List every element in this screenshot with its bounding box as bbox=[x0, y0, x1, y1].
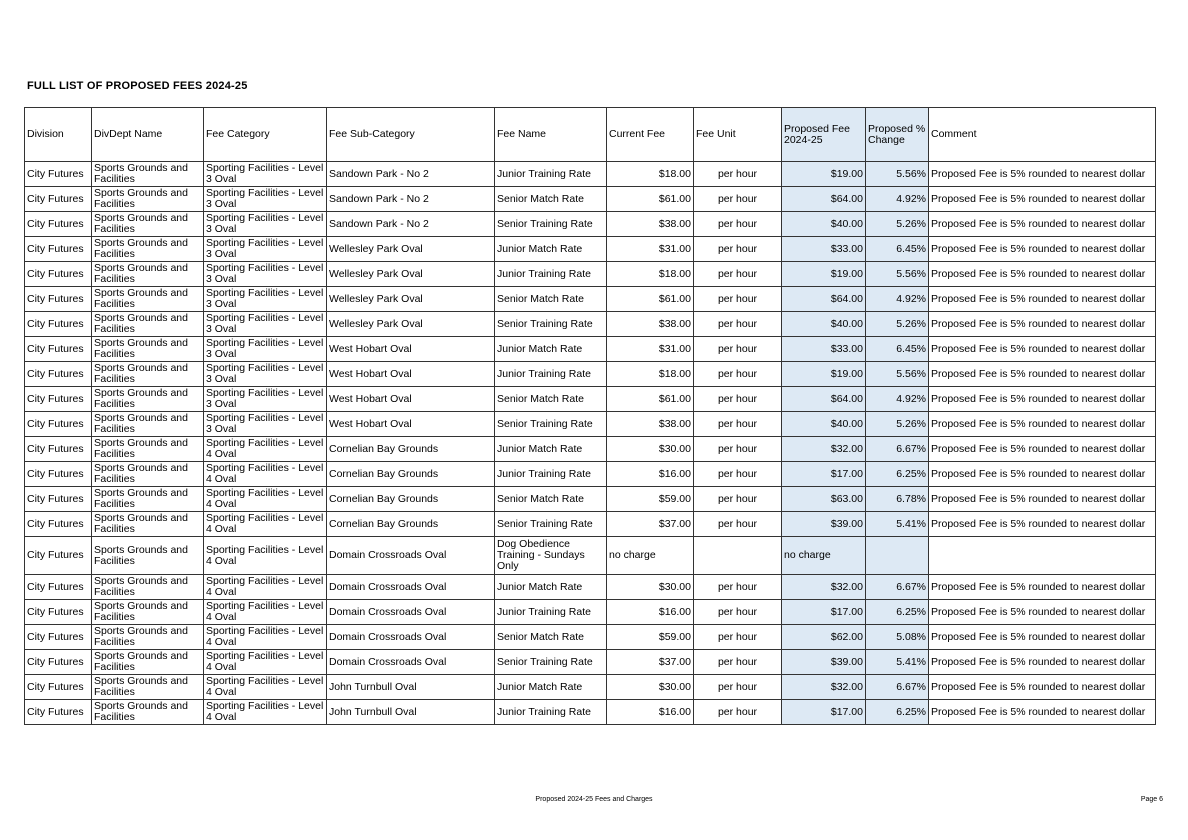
dept-cell: Sports Grounds and Facilities bbox=[92, 487, 204, 512]
subcategory-cell: Sandown Park - No 2 bbox=[327, 187, 495, 212]
fee-name-cell: Senior Match Rate bbox=[495, 287, 607, 312]
percent-change-cell: 5.26% bbox=[866, 412, 929, 437]
table-row bbox=[25, 362, 1156, 387]
proposed-fee-cell: $19.00 bbox=[782, 362, 866, 387]
table-row bbox=[25, 487, 1156, 512]
table-row bbox=[25, 462, 1156, 487]
subcategory-cell: Domain Crossroads Oval bbox=[327, 625, 495, 650]
division-cell: City Futures bbox=[25, 262, 92, 287]
comment-cell: Proposed Fee is 5% rounded to nearest dollar bbox=[929, 487, 1156, 512]
dept-cell: Sports Grounds and Facilities bbox=[92, 287, 204, 312]
division-cell: City Futures bbox=[25, 212, 92, 237]
comment-cell: Proposed Fee is 5% rounded to nearest dollar bbox=[929, 462, 1156, 487]
header-fee-unit: Fee Unit bbox=[694, 108, 782, 162]
subcategory-cell: West Hobart Oval bbox=[327, 337, 495, 362]
proposed-fee-cell: $64.00 bbox=[782, 187, 866, 212]
table-body bbox=[25, 162, 1156, 725]
proposed-fee-cell: $19.00 bbox=[782, 162, 866, 187]
comment-cell: Proposed Fee is 5% rounded to nearest dollar bbox=[929, 237, 1156, 262]
header-division: Division bbox=[25, 108, 92, 162]
current-fee-cell: $37.00 bbox=[607, 650, 694, 675]
fee-name-cell: Junior Match Rate bbox=[495, 675, 607, 700]
proposed-fee-cell: $40.00 bbox=[782, 212, 866, 237]
fee-unit-cell: per hour bbox=[694, 362, 782, 387]
proposed-fee-cell: $63.00 bbox=[782, 487, 866, 512]
table-row bbox=[25, 262, 1156, 287]
table-header-row bbox=[25, 108, 1156, 162]
comment-cell: Proposed Fee is 5% rounded to nearest dollar bbox=[929, 162, 1156, 187]
category-cell: Sporting Facilities - Level 3 Oval bbox=[204, 262, 327, 287]
proposed-fee-cell: $64.00 bbox=[782, 287, 866, 312]
fee-name-cell: Junior Training Rate bbox=[495, 362, 607, 387]
percent-change-cell: 6.25% bbox=[866, 700, 929, 725]
table-row bbox=[25, 287, 1156, 312]
percent-change-cell: 5.56% bbox=[866, 262, 929, 287]
proposed-fee-cell: $32.00 bbox=[782, 675, 866, 700]
fee-name-cell: Senior Match Rate bbox=[495, 387, 607, 412]
division-cell: City Futures bbox=[25, 462, 92, 487]
category-cell: Sporting Facilities - Level 3 Oval bbox=[204, 237, 327, 262]
fee-unit-cell: per hour bbox=[694, 412, 782, 437]
proposed-fee-cell: no charge bbox=[782, 537, 866, 575]
current-fee-cell: $18.00 bbox=[607, 262, 694, 287]
subcategory-cell: Sandown Park - No 2 bbox=[327, 162, 495, 187]
fee-unit-cell: per hour bbox=[694, 287, 782, 312]
fee-unit-cell: per hour bbox=[694, 625, 782, 650]
fee-name-cell: Junior Match Rate bbox=[495, 237, 607, 262]
subcategory-cell: West Hobart Oval bbox=[327, 412, 495, 437]
division-cell: City Futures bbox=[25, 700, 92, 725]
subcategory-cell: Domain Crossroads Oval bbox=[327, 537, 495, 575]
category-cell: Sporting Facilities - Level 4 Oval bbox=[204, 700, 327, 725]
dept-cell: Sports Grounds and Facilities bbox=[92, 675, 204, 700]
percent-change-cell: 4.92% bbox=[866, 287, 929, 312]
category-cell: Sporting Facilities - Level 3 Oval bbox=[204, 412, 327, 437]
proposed-fee-cell: $19.00 bbox=[782, 262, 866, 287]
fee-unit-cell: per hour bbox=[694, 262, 782, 287]
current-fee-cell: $30.00 bbox=[607, 675, 694, 700]
category-cell: Sporting Facilities - Level 3 Oval bbox=[204, 162, 327, 187]
page-title: FULL LIST OF PROPOSED FEES 2024-25 bbox=[27, 80, 248, 92]
table-row bbox=[25, 675, 1156, 700]
current-fee-cell: $30.00 bbox=[607, 575, 694, 600]
percent-change-cell: 5.41% bbox=[866, 512, 929, 537]
comment-cell: Proposed Fee is 5% rounded to nearest dollar bbox=[929, 625, 1156, 650]
table-row bbox=[25, 575, 1156, 600]
division-cell: City Futures bbox=[25, 487, 92, 512]
category-cell: Sporting Facilities - Level 4 Oval bbox=[204, 437, 327, 462]
current-fee-cell: $37.00 bbox=[607, 512, 694, 537]
table-row bbox=[25, 625, 1156, 650]
dept-cell: Sports Grounds and Facilities bbox=[92, 212, 204, 237]
comment-cell: Proposed Fee is 5% rounded to nearest dollar bbox=[929, 362, 1156, 387]
subcategory-cell: John Turnbull Oval bbox=[327, 675, 495, 700]
comment-cell: Proposed Fee is 5% rounded to nearest dollar bbox=[929, 575, 1156, 600]
percent-change-cell: 4.92% bbox=[866, 387, 929, 412]
category-cell: Sporting Facilities - Level 4 Oval bbox=[204, 462, 327, 487]
category-cell: Sporting Facilities - Level 4 Oval bbox=[204, 650, 327, 675]
dept-cell: Sports Grounds and Facilities bbox=[92, 162, 204, 187]
proposed-fee-cell: $32.00 bbox=[782, 575, 866, 600]
fee-unit-cell: per hour bbox=[694, 700, 782, 725]
fee-name-cell: Senior Training Rate bbox=[495, 412, 607, 437]
header-subcategory: Fee Sub-Category bbox=[327, 108, 495, 162]
header-current-fee: Current Fee bbox=[607, 108, 694, 162]
category-cell: Sporting Facilities - Level 3 Oval bbox=[204, 312, 327, 337]
fee-name-cell: Senior Match Rate bbox=[495, 625, 607, 650]
proposed-fee-cell: $40.00 bbox=[782, 412, 866, 437]
comment-cell: Proposed Fee is 5% rounded to nearest dollar bbox=[929, 700, 1156, 725]
category-cell: Sporting Facilities - Level 4 Oval bbox=[204, 625, 327, 650]
current-fee-cell: $61.00 bbox=[607, 187, 694, 212]
percent-change-cell: 6.78% bbox=[866, 487, 929, 512]
percent-change-cell: 6.45% bbox=[866, 237, 929, 262]
category-cell: Sporting Facilities - Level 4 Oval bbox=[204, 487, 327, 512]
subcategory-cell: Wellesley Park Oval bbox=[327, 237, 495, 262]
percent-change-cell: 5.41% bbox=[866, 650, 929, 675]
current-fee-cell: $31.00 bbox=[607, 237, 694, 262]
category-cell: Sporting Facilities - Level 3 Oval bbox=[204, 387, 327, 412]
division-cell: City Futures bbox=[25, 312, 92, 337]
category-cell: Sporting Facilities - Level 4 Oval bbox=[204, 537, 327, 575]
proposed-fee-cell: $39.00 bbox=[782, 650, 866, 675]
subcategory-cell: Wellesley Park Oval bbox=[327, 312, 495, 337]
subcategory-cell: West Hobart Oval bbox=[327, 387, 495, 412]
fee-unit-cell: per hour bbox=[694, 437, 782, 462]
subcategory-cell: Sandown Park - No 2 bbox=[327, 212, 495, 237]
dept-cell: Sports Grounds and Facilities bbox=[92, 312, 204, 337]
dept-cell: Sports Grounds and Facilities bbox=[92, 337, 204, 362]
fee-name-cell: Dog Obedience Training - Sundays Only bbox=[495, 537, 607, 575]
fee-unit-cell: per hour bbox=[694, 187, 782, 212]
dept-cell: Sports Grounds and Facilities bbox=[92, 412, 204, 437]
dept-cell: Sports Grounds and Facilities bbox=[92, 362, 204, 387]
fee-name-cell: Junior Training Rate bbox=[495, 462, 607, 487]
fee-name-cell: Senior Training Rate bbox=[495, 312, 607, 337]
division-cell: City Futures bbox=[25, 162, 92, 187]
subcategory-cell: West Hobart Oval bbox=[327, 362, 495, 387]
dept-cell: Sports Grounds and Facilities bbox=[92, 650, 204, 675]
percent-change-cell: 6.25% bbox=[866, 462, 929, 487]
dept-cell: Sports Grounds and Facilities bbox=[92, 700, 204, 725]
current-fee-cell: $30.00 bbox=[607, 437, 694, 462]
category-cell: Sporting Facilities - Level 3 Oval bbox=[204, 287, 327, 312]
percent-change-cell: 5.56% bbox=[866, 362, 929, 387]
current-fee-cell: $59.00 bbox=[607, 625, 694, 650]
comment-cell: Proposed Fee is 5% rounded to nearest dollar bbox=[929, 287, 1156, 312]
current-fee-cell: $18.00 bbox=[607, 162, 694, 187]
current-fee-cell: $16.00 bbox=[607, 700, 694, 725]
division-cell: City Futures bbox=[25, 512, 92, 537]
fee-name-cell: Junior Training Rate bbox=[495, 600, 607, 625]
division-cell: City Futures bbox=[25, 287, 92, 312]
table-row bbox=[25, 187, 1156, 212]
subcategory-cell: Cornelian Bay Grounds bbox=[327, 487, 495, 512]
comment-cell: Proposed Fee is 5% rounded to nearest dollar bbox=[929, 387, 1156, 412]
division-cell: City Futures bbox=[25, 437, 92, 462]
table-row bbox=[25, 512, 1156, 537]
header-dept: DivDept Name bbox=[92, 108, 204, 162]
dept-cell: Sports Grounds and Facilities bbox=[92, 262, 204, 287]
current-fee-cell: $61.00 bbox=[607, 387, 694, 412]
division-cell: City Futures bbox=[25, 650, 92, 675]
percent-change-cell: 6.45% bbox=[866, 337, 929, 362]
fee-unit-cell: per hour bbox=[694, 650, 782, 675]
proposed-fee-cell: $17.00 bbox=[782, 462, 866, 487]
fee-unit-cell bbox=[694, 537, 782, 575]
proposed-fee-cell: $17.00 bbox=[782, 600, 866, 625]
dept-cell: Sports Grounds and Facilities bbox=[92, 387, 204, 412]
fee-unit-cell: per hour bbox=[694, 600, 782, 625]
current-fee-cell: $31.00 bbox=[607, 337, 694, 362]
fee-unit-cell: per hour bbox=[694, 162, 782, 187]
subcategory-cell: Wellesley Park Oval bbox=[327, 287, 495, 312]
subcategory-cell: Cornelian Bay Grounds bbox=[327, 512, 495, 537]
footer-text: Proposed 2024-25 Fees and Charges bbox=[535, 796, 653, 803]
percent-change-cell: 6.25% bbox=[866, 600, 929, 625]
comment-cell: Proposed Fee is 5% rounded to nearest dollar bbox=[929, 600, 1156, 625]
proposed-fee-cell: $39.00 bbox=[782, 512, 866, 537]
comment-cell: Proposed Fee is 5% rounded to nearest dollar bbox=[929, 262, 1156, 287]
fee-name-cell: Junior Training Rate bbox=[495, 262, 607, 287]
comment-cell: Proposed Fee is 5% rounded to nearest dollar bbox=[929, 650, 1156, 675]
fee-name-cell: Senior Training Rate bbox=[495, 512, 607, 537]
fee-unit-cell: per hour bbox=[694, 237, 782, 262]
fees-table bbox=[24, 107, 1156, 725]
current-fee-cell: $38.00 bbox=[607, 412, 694, 437]
division-cell: City Futures bbox=[25, 187, 92, 212]
fee-name-cell: Junior Match Rate bbox=[495, 437, 607, 462]
header-percent-change: Proposed % Change bbox=[866, 108, 929, 162]
comment-cell bbox=[929, 537, 1156, 575]
dept-cell: Sports Grounds and Facilities bbox=[92, 187, 204, 212]
proposed-fee-cell: $33.00 bbox=[782, 337, 866, 362]
proposed-fee-cell: $64.00 bbox=[782, 387, 866, 412]
table-row bbox=[25, 600, 1156, 625]
comment-cell: Proposed Fee is 5% rounded to nearest dollar bbox=[929, 212, 1156, 237]
fee-name-cell: Junior Training Rate bbox=[495, 700, 607, 725]
division-cell: City Futures bbox=[25, 675, 92, 700]
comment-cell: Proposed Fee is 5% rounded to nearest dollar bbox=[929, 337, 1156, 362]
category-cell: Sporting Facilities - Level 4 Oval bbox=[204, 575, 327, 600]
table-row bbox=[25, 412, 1156, 437]
page-number: Page 6 bbox=[1140, 796, 1163, 803]
percent-change-cell: 6.67% bbox=[866, 675, 929, 700]
header-comment: Comment bbox=[929, 108, 1156, 162]
category-cell: Sporting Facilities - Level 3 Oval bbox=[204, 337, 327, 362]
table-row bbox=[25, 312, 1156, 337]
fee-unit-cell: per hour bbox=[694, 387, 782, 412]
current-fee-cell: $18.00 bbox=[607, 362, 694, 387]
division-cell: City Futures bbox=[25, 537, 92, 575]
current-fee-cell: $61.00 bbox=[607, 287, 694, 312]
dept-cell: Sports Grounds and Facilities bbox=[92, 437, 204, 462]
dept-cell: Sports Grounds and Facilities bbox=[92, 600, 204, 625]
category-cell: Sporting Facilities - Level 4 Oval bbox=[204, 600, 327, 625]
current-fee-cell: $16.00 bbox=[607, 462, 694, 487]
category-cell: Sporting Facilities - Level 3 Oval bbox=[204, 212, 327, 237]
header-fee-name: Fee Name bbox=[495, 108, 607, 162]
category-cell: Sporting Facilities - Level 4 Oval bbox=[204, 512, 327, 537]
division-cell: City Futures bbox=[25, 575, 92, 600]
subcategory-cell: Cornelian Bay Grounds bbox=[327, 437, 495, 462]
percent-change-cell: 4.92% bbox=[866, 187, 929, 212]
fee-unit-cell: per hour bbox=[694, 212, 782, 237]
category-cell: Sporting Facilities - Level 3 Oval bbox=[204, 187, 327, 212]
fee-unit-cell: per hour bbox=[694, 675, 782, 700]
proposed-fee-cell: $40.00 bbox=[782, 312, 866, 337]
table-row bbox=[25, 537, 1156, 575]
category-cell: Sporting Facilities - Level 3 Oval bbox=[204, 362, 327, 387]
fee-unit-cell: per hour bbox=[694, 487, 782, 512]
fee-unit-cell: per hour bbox=[694, 312, 782, 337]
proposed-fee-cell: $33.00 bbox=[782, 237, 866, 262]
comment-cell: Proposed Fee is 5% rounded to nearest dollar bbox=[929, 312, 1156, 337]
fee-name-cell: Junior Training Rate bbox=[495, 162, 607, 187]
division-cell: City Futures bbox=[25, 362, 92, 387]
fee-unit-cell: per hour bbox=[694, 462, 782, 487]
dept-cell: Sports Grounds and Facilities bbox=[92, 625, 204, 650]
table-row bbox=[25, 162, 1156, 187]
fee-unit-cell: per hour bbox=[694, 575, 782, 600]
division-cell: City Futures bbox=[25, 625, 92, 650]
division-cell: City Futures bbox=[25, 387, 92, 412]
dept-cell: Sports Grounds and Facilities bbox=[92, 537, 204, 575]
percent-change-cell: 6.67% bbox=[866, 437, 929, 462]
current-fee-cell: $16.00 bbox=[607, 600, 694, 625]
subcategory-cell: Domain Crossroads Oval bbox=[327, 650, 495, 675]
percent-change-cell: 6.67% bbox=[866, 575, 929, 600]
table-row bbox=[25, 212, 1156, 237]
division-cell: City Futures bbox=[25, 600, 92, 625]
percent-change-cell: 5.08% bbox=[866, 625, 929, 650]
comment-cell: Proposed Fee is 5% rounded to nearest dollar bbox=[929, 412, 1156, 437]
comment-cell: Proposed Fee is 5% rounded to nearest dollar bbox=[929, 675, 1156, 700]
comment-cell: Proposed Fee is 5% rounded to nearest dollar bbox=[929, 512, 1156, 537]
table-row bbox=[25, 337, 1156, 362]
current-fee-cell: $59.00 bbox=[607, 487, 694, 512]
subcategory-cell: Domain Crossroads Oval bbox=[327, 575, 495, 600]
current-fee-cell: $38.00 bbox=[607, 312, 694, 337]
current-fee-cell: no charge bbox=[607, 537, 694, 575]
fee-name-cell: Junior Match Rate bbox=[495, 337, 607, 362]
fee-name-cell: Junior Match Rate bbox=[495, 575, 607, 600]
subcategory-cell: Wellesley Park Oval bbox=[327, 262, 495, 287]
table-row bbox=[25, 700, 1156, 725]
proposed-fee-cell: $32.00 bbox=[782, 437, 866, 462]
dept-cell: Sports Grounds and Facilities bbox=[92, 575, 204, 600]
dept-cell: Sports Grounds and Facilities bbox=[92, 512, 204, 537]
subcategory-cell: John Turnbull Oval bbox=[327, 700, 495, 725]
comment-cell: Proposed Fee is 5% rounded to nearest dollar bbox=[929, 437, 1156, 462]
category-cell: Sporting Facilities - Level 4 Oval bbox=[204, 675, 327, 700]
proposed-fee-cell: $17.00 bbox=[782, 700, 866, 725]
table-row bbox=[25, 237, 1156, 262]
table-row bbox=[25, 650, 1156, 675]
fee-name-cell: Senior Training Rate bbox=[495, 650, 607, 675]
division-cell: City Futures bbox=[25, 337, 92, 362]
subcategory-cell: Domain Crossroads Oval bbox=[327, 600, 495, 625]
table-row bbox=[25, 387, 1156, 412]
fee-name-cell: Senior Training Rate bbox=[495, 212, 607, 237]
fee-unit-cell: per hour bbox=[694, 512, 782, 537]
comment-cell: Proposed Fee is 5% rounded to nearest dollar bbox=[929, 187, 1156, 212]
division-cell: City Futures bbox=[25, 412, 92, 437]
division-cell: City Futures bbox=[25, 237, 92, 262]
percent-change-cell: 5.56% bbox=[866, 162, 929, 187]
header-category: Fee Category bbox=[204, 108, 327, 162]
proposed-fee-cell: $62.00 bbox=[782, 625, 866, 650]
current-fee-cell: $38.00 bbox=[607, 212, 694, 237]
percent-change-cell bbox=[866, 537, 929, 575]
fee-name-cell: Senior Match Rate bbox=[495, 187, 607, 212]
subcategory-cell: Cornelian Bay Grounds bbox=[327, 462, 495, 487]
fee-unit-cell: per hour bbox=[694, 337, 782, 362]
percent-change-cell: 5.26% bbox=[866, 212, 929, 237]
dept-cell: Sports Grounds and Facilities bbox=[92, 462, 204, 487]
fee-name-cell: Senior Match Rate bbox=[495, 487, 607, 512]
percent-change-cell: 5.26% bbox=[866, 312, 929, 337]
header-proposed-fee: Proposed Fee 2024-25 bbox=[782, 108, 866, 162]
table-row bbox=[25, 437, 1156, 462]
dept-cell: Sports Grounds and Facilities bbox=[92, 237, 204, 262]
